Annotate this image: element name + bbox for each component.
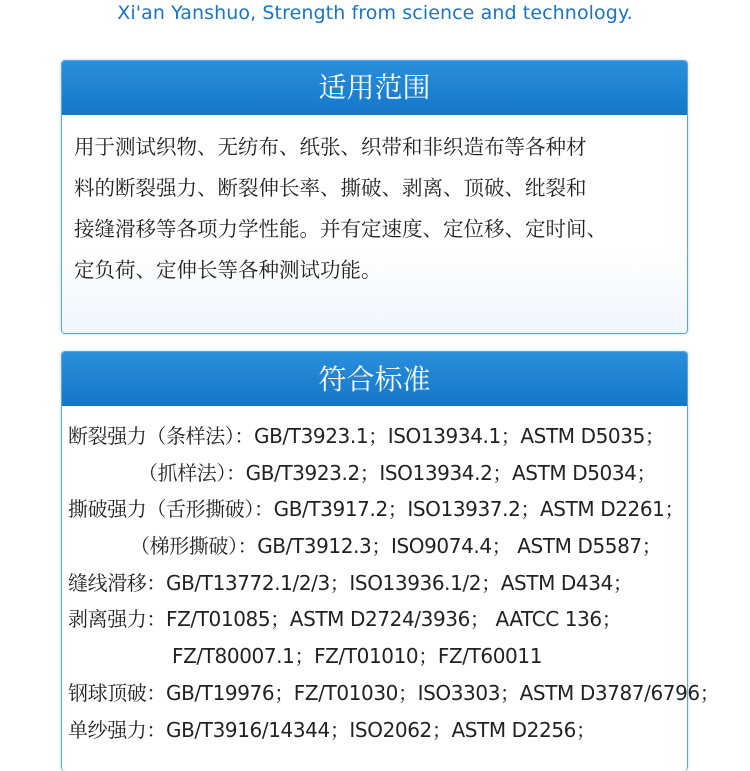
- standard-values: GB/T3923.2；ISO13934.2；ASTM D5034；: [245, 460, 657, 485]
- standard-row: [68, 601, 750, 638]
- standard-row: [68, 491, 750, 528]
- standards-list: [68, 418, 750, 748]
- scope-line: 用于测试织物、无纺布、纸张、织带和非织造布等各种材: [74, 135, 587, 159]
- scope-line: 定负荷、定伸长等各种测试功能。: [74, 258, 382, 282]
- standard-row: [68, 418, 750, 455]
- scope-line: 料的断裂强力、断裂伸长率、撕破、剥离、顶破、纰裂和: [74, 176, 587, 200]
- standard-values: GB/T3917.2；ISO13937.2；ASTM D2261；: [273, 497, 685, 522]
- standard-values: GB/T19976；FZ/T01030；ISO3303；ASTM D3787/6796；: [166, 680, 720, 705]
- standard-label: 断裂强力（条样法）：: [68, 424, 254, 448]
- standard-values: GB/T3916/14344；ISO2062；ASTM D2256；: [166, 717, 596, 742]
- standard-values: GB/T3912.3；ISO9074.4； ASTM D5587；: [257, 534, 662, 559]
- standard-values: FZ/T01085；ASTM D2724/3936； AATCC 136；: [166, 607, 622, 632]
- standard-row: [68, 565, 750, 602]
- standard-row: [68, 675, 750, 712]
- standards-title: 符合标准: [62, 352, 687, 406]
- scope-title: 适用范围: [62, 61, 687, 115]
- standard-label: 钢球顶破：: [68, 680, 166, 705]
- standard-values: FZ/T80007.1；FZ/T01010；FZ/T60011: [172, 644, 543, 669]
- tagline: Xi'an Yanshuo, Strength from science and technology.: [117, 2, 633, 24]
- scope-body: [62, 115, 687, 334]
- standard-label: （梯形撕破）：: [130, 534, 258, 559]
- standard-row: [68, 455, 750, 492]
- standard-row: [68, 528, 750, 565]
- standard-label: 撕破强力（舌形撕破）：: [68, 497, 274, 522]
- standard-values: GB/T13772.1/2/3；ISO13936.1/2；ASTM D434；: [166, 570, 633, 595]
- scope-line: 接缝滑移等各项力学性能。并有定速度、定位移、定时间、: [74, 217, 607, 241]
- standard-label: （抓样法）：: [138, 460, 246, 485]
- standard-label: 剥离强力：: [68, 607, 166, 632]
- standard-values: GB/T3923.1；ISO13934.1；ASTM D5035；: [254, 424, 665, 448]
- standard-label: 缝线滑移：: [68, 570, 166, 595]
- standard-label: 单纱强力：: [68, 717, 166, 742]
- standard-row: [68, 638, 750, 675]
- scope-card: [61, 60, 688, 334]
- standard-row: [68, 712, 750, 749]
